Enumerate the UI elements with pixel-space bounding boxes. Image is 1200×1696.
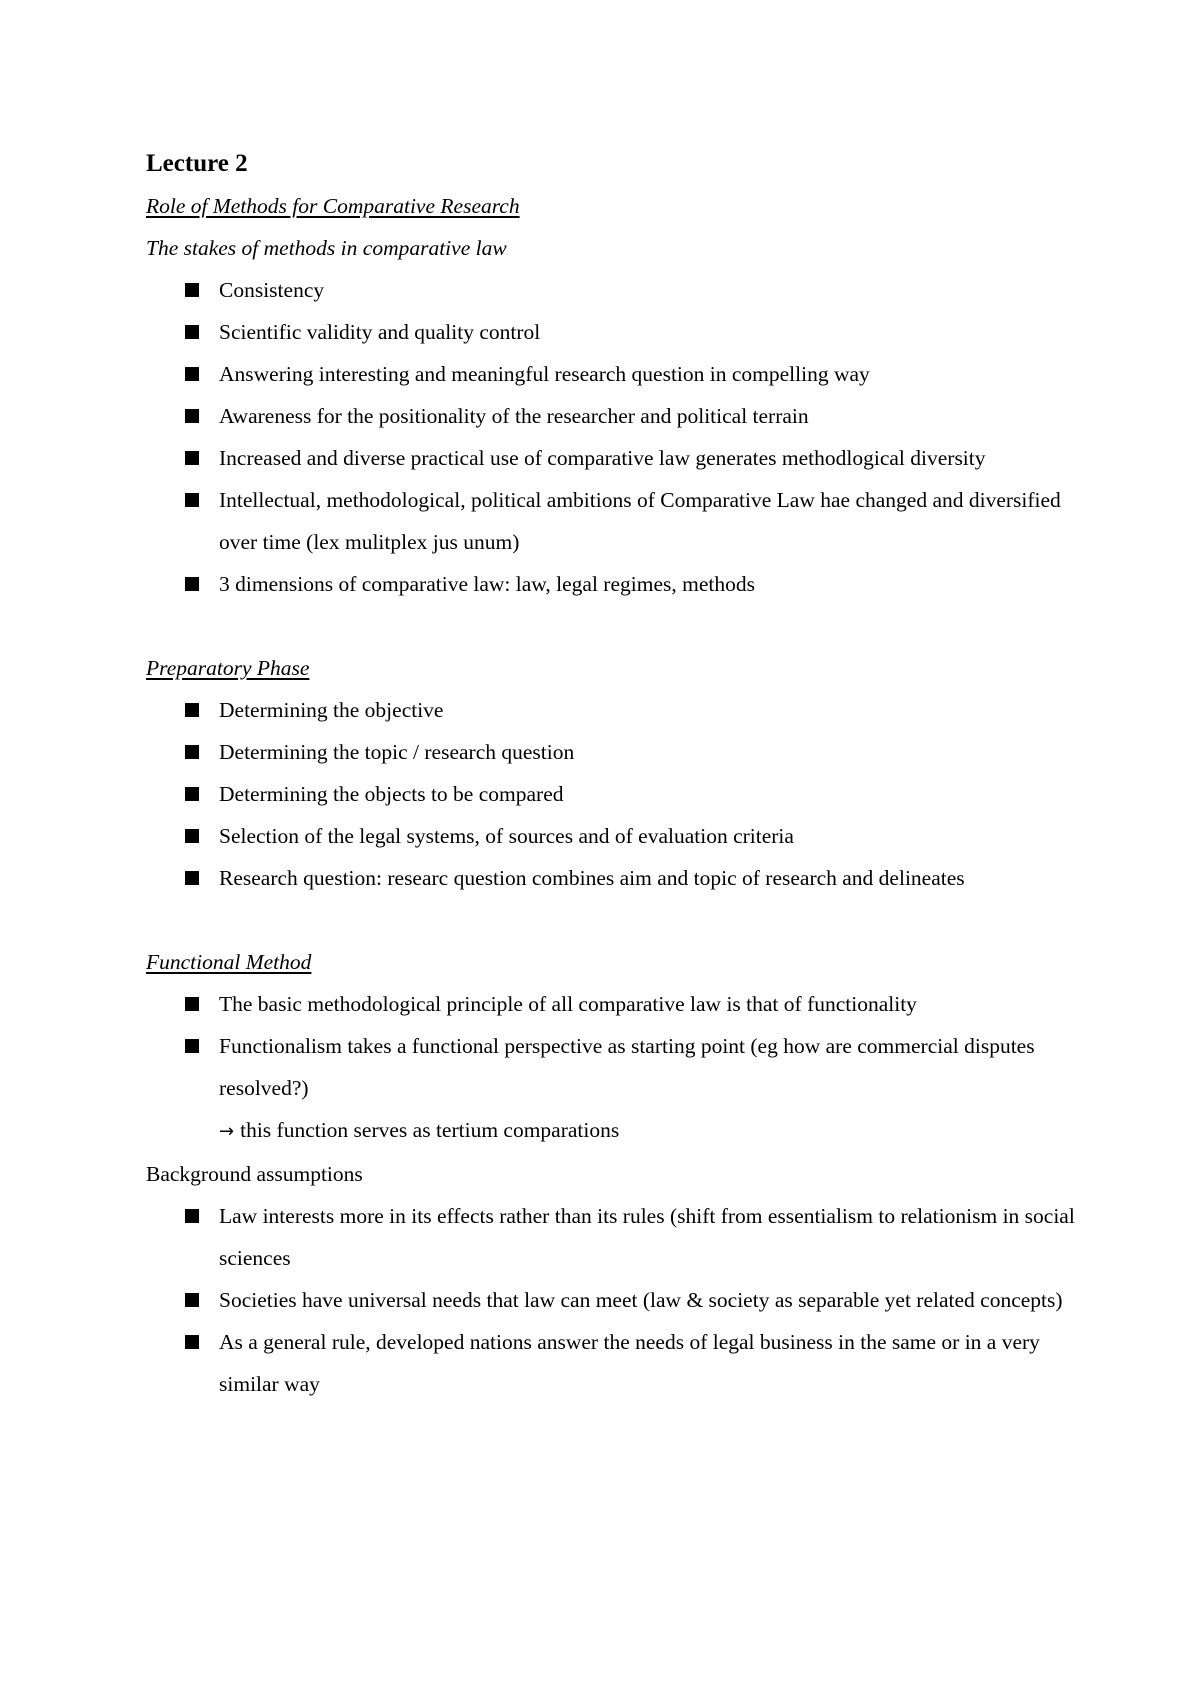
section-heading-functional-method: Functional Method (146, 950, 312, 974)
list-item-text: Research question: researc question combines aim and topic of research and delineates (219, 866, 965, 890)
list-item-text: As a general rule, developed nations answer the needs of legal business in the same or in a very similar way (219, 1330, 1040, 1396)
list-item-text: Functionalism takes a functional perspective as starting point (eg how are commercial disputes resolved?) (219, 1034, 1035, 1100)
list-item-text: 3 dimensions of comparative law: law, legal regimes, methods (219, 572, 755, 596)
bullet-square-icon (185, 493, 199, 507)
bullet-square-icon (185, 577, 199, 591)
bullet-square-icon (185, 745, 199, 759)
list-item-text: Societies have universal needs that law can meet (law & society as separable yet related concepts) (219, 1288, 1063, 1312)
spacer (146, 605, 1086, 647)
list-item (146, 437, 1086, 479)
list-item-text: Determining the objective (219, 698, 444, 722)
list-item (146, 1279, 1086, 1321)
list-item (146, 1321, 1086, 1405)
subheading-stakes-of-methods: The stakes of methods in comparative law (146, 236, 507, 260)
lecture-title: Lecture 2 (146, 150, 248, 177)
list-item (146, 773, 1086, 815)
bullet-square-icon (185, 1209, 199, 1223)
background-assumptions-label: Background assumptions (146, 1162, 363, 1186)
bullet-square-icon (185, 451, 199, 465)
bullet-square-icon (185, 283, 199, 297)
bullet-square-icon (185, 325, 199, 339)
list-item (146, 563, 1086, 605)
arrow-note-text: this function serves as tertium comparations (240, 1118, 620, 1142)
list-item-text: Increased and diverse practical use of comparative law generates methodlogical diversity (219, 446, 986, 470)
bullet-square-icon (185, 1293, 199, 1307)
stakes-bullet-list (146, 269, 1086, 605)
bullet-square-icon (185, 997, 199, 1011)
list-item-text: Scientific validity and quality control (219, 320, 541, 344)
section-heading-role-of-methods: Role of Methods for Comparative Research (146, 194, 520, 218)
arrow-note (146, 1109, 1086, 1153)
list-item (146, 815, 1086, 857)
list-item (146, 395, 1086, 437)
bullet-square-icon (185, 367, 199, 381)
list-item (146, 269, 1086, 311)
bullet-square-icon (185, 703, 199, 717)
list-item-text: Selection of the legal systems, of sources and of evaluation criteria (219, 824, 794, 848)
bullet-square-icon (185, 409, 199, 423)
bullet-square-icon (185, 871, 199, 885)
list-item (146, 983, 1086, 1025)
list-item-text: Law interests more in its effects rather than its rules (shift from essentialism to relationism in social sciences (219, 1204, 1075, 1270)
spacer (146, 899, 1086, 941)
preparatory-bullet-list (146, 689, 1086, 899)
list-item-text: Intellectual, methodological, political ambitions of Comparative Law hae changed and diversified over time (lex mulitplex jus unum) (219, 488, 1061, 554)
bullet-square-icon (185, 829, 199, 843)
list-item (146, 689, 1086, 731)
list-item-text: Answering interesting and meaningful research question in compelling way (219, 362, 870, 386)
list-item (146, 311, 1086, 353)
list-item-text: Determining the topic / research question (219, 740, 575, 764)
list-item-text: Determining the objects to be compared (219, 782, 564, 806)
bullet-square-icon (185, 1335, 199, 1349)
list-item-text: Awareness for the positionality of the researcher and political terrain (219, 404, 809, 428)
bullet-square-icon (185, 1039, 199, 1053)
bullet-square-icon (185, 787, 199, 801)
list-item (146, 479, 1086, 563)
list-item (146, 1025, 1086, 1109)
list-item (146, 731, 1086, 773)
section-heading-preparatory-phase: Preparatory Phase (146, 656, 310, 680)
list-item (146, 353, 1086, 395)
functional-bullet-list (146, 983, 1086, 1109)
list-item (146, 1195, 1086, 1279)
background-bullet-list (146, 1195, 1086, 1405)
right-arrow-icon: → (219, 1121, 235, 1142)
list-item (146, 857, 1086, 899)
document-page (146, 143, 1086, 1405)
list-item-text: The basic methodological principle of all comparative law is that of functionality (219, 992, 917, 1016)
list-item-text: Consistency (219, 278, 325, 302)
